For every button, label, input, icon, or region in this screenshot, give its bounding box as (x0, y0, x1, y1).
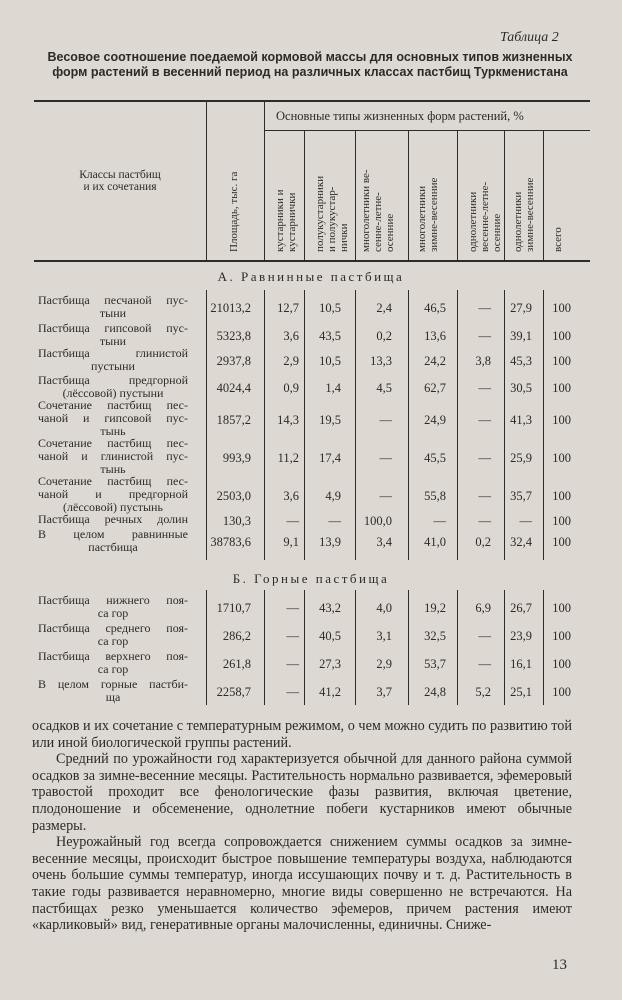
percent-value: — (478, 301, 491, 315)
percent-value: 3,1 (376, 629, 392, 643)
row-name (38, 399, 188, 438)
row-name-line: чаной и предгорной (38, 487, 188, 501)
total-value: 100 (552, 354, 571, 368)
types-column-header: Основные типы жизненных форм растений, % (276, 109, 524, 123)
row-name-line: са гор (97, 634, 129, 648)
percent-value: 10,5 (319, 354, 341, 368)
paragraph: Неурожайный год всегда сопровождается снижением суммы осадков за зимне-весенние месяцы, происходит быстрое повышение температуры воздуха, наблюдаются очень большие суммы температур, иногда иссушающих почву и т. д. Растительность в такие годы развивается неравномерно, многие виды совершенно не встречаются. На пастбищах резко уменьшается количество эфемеров, причем растения имеют «карликовый» вид, генеративные органы малочисленны, единичны. Сниже- (32, 834, 572, 934)
life-form-column-header-text: многолетники ве- сенне-летне- осенние (360, 169, 396, 252)
column-divider (457, 130, 458, 260)
area-value: 1710,7 (216, 601, 251, 615)
row-name-line: Пастбища глинистой (38, 346, 188, 360)
body-text (32, 718, 572, 934)
column-divider (408, 590, 409, 705)
percent-value: 16,1 (510, 657, 532, 671)
column-divider (206, 290, 207, 560)
percent-value: 35,7 (510, 488, 532, 503)
percent-value: — (379, 488, 392, 503)
area-value: 993,9 (222, 450, 251, 465)
percent-value: — (478, 657, 491, 671)
row-name (38, 322, 188, 348)
area-column-header-text: Площадь, тыс. га (228, 171, 240, 252)
percent-value: 23,9 (510, 629, 532, 643)
percent-value: — (286, 513, 299, 528)
column-divider (355, 590, 356, 705)
row-name (38, 678, 188, 704)
percent-value: — (478, 329, 491, 343)
area-value: 21013,2 (210, 301, 251, 315)
total-value: 100 (552, 685, 571, 699)
row-name (38, 622, 188, 648)
section-title: Б. Горные пастбища (232, 571, 390, 586)
percent-value: 0,2 (475, 535, 491, 549)
life-form-column-header-text: многолетники зимне-весенние (416, 177, 440, 252)
percent-value: 41,2 (319, 685, 341, 699)
percent-value: 53,7 (424, 657, 446, 671)
percent-value: 6,9 (475, 601, 491, 615)
row-name (38, 528, 188, 554)
percent-value: 3,6 (283, 329, 299, 343)
row-name-line: Пастбища гипсовой пус- (38, 321, 188, 335)
row-name-line: В целом горные пастби- (38, 677, 188, 691)
percent-value: 5,2 (475, 685, 491, 699)
percent-value: — (286, 629, 299, 643)
total-value: 100 (552, 629, 571, 643)
percent-value: 40,5 (319, 629, 341, 643)
column-divider (408, 130, 409, 260)
total-value: 100 (552, 301, 571, 315)
percent-value: 43,2 (319, 601, 341, 615)
percent-value: 4,0 (376, 601, 392, 615)
header-bottom-rule (34, 260, 590, 262)
row-name-line: тыни (99, 334, 127, 348)
column-divider (304, 130, 305, 260)
row-name (38, 513, 188, 526)
class-header-line: и их сочетания (83, 181, 157, 193)
column-divider (408, 290, 409, 560)
area-value: 1857,2 (216, 412, 251, 427)
area-value: 38783,6 (210, 535, 251, 549)
percent-value: 32,4 (510, 535, 532, 549)
percent-value: 24,2 (424, 354, 446, 368)
life-form-column-header-text: полукустарники и полукустар- нички (314, 175, 350, 252)
percent-value: 3,7 (376, 685, 392, 699)
row-name (38, 347, 188, 373)
row-name-line: (лёссовой) пустыни (62, 386, 164, 400)
percent-value: — (433, 513, 446, 528)
column-divider (504, 290, 505, 560)
section-title: А. Равнинные пастбища (217, 269, 405, 284)
column-divider (543, 590, 544, 705)
percent-value: 55,8 (424, 488, 446, 503)
percent-value: 0,2 (376, 329, 392, 343)
life-form-column-header-text: однолетники зимне-весенние (512, 177, 536, 252)
percent-value: — (286, 601, 299, 615)
percent-value: 3,6 (283, 488, 299, 503)
percent-value: 13,9 (319, 535, 341, 549)
column-divider (304, 590, 305, 705)
paragraph: осадков и их сочетание с температурным режимом, о чем можно судить по развитию той или иной биологической группы растений. (32, 718, 572, 751)
percent-value: — (478, 412, 491, 427)
row-name-line: Сочетание пастбищ пес- (38, 398, 188, 412)
column-divider (543, 290, 544, 560)
percent-value: 41,0 (424, 535, 446, 549)
percent-value: 12,7 (277, 301, 299, 315)
percent-value: — (478, 629, 491, 643)
row-name-line: Пастбища среднего поя- (38, 621, 188, 635)
types-header-rule (264, 130, 590, 131)
area-value: 2258,7 (216, 685, 251, 699)
percent-value: 2,4 (376, 301, 392, 315)
total-value: 100 (552, 381, 571, 395)
percent-value: — (519, 513, 532, 528)
percent-value: — (379, 450, 392, 465)
row-name (38, 294, 188, 320)
percent-value: 30,5 (510, 381, 532, 395)
class-column-header (40, 169, 200, 193)
percent-value: 4,9 (325, 488, 341, 503)
area-value: 2937,8 (216, 354, 251, 368)
percent-value: 27,9 (510, 301, 532, 315)
row-name (38, 437, 188, 476)
row-name-line: тынь (100, 424, 126, 438)
row-name-line: Пастбища нижнего поя- (38, 593, 188, 607)
area-value: 286,2 (222, 629, 251, 643)
percent-value: 26,7 (510, 601, 532, 615)
percent-value: 2,9 (376, 657, 392, 671)
row-name-line: Пастбища предгорной (38, 373, 188, 387)
percent-value: — (478, 381, 491, 395)
column-divider (206, 590, 207, 705)
percent-value: — (478, 488, 491, 503)
total-value: 100 (552, 450, 571, 465)
column-divider (355, 290, 356, 560)
row-name (38, 374, 188, 400)
row-name (38, 650, 188, 676)
page-number: 13 (552, 957, 567, 973)
percent-value: 24,8 (424, 685, 446, 699)
row-name (38, 594, 188, 620)
column-divider (355, 130, 356, 260)
column-divider (304, 290, 305, 560)
percent-value: 1,4 (325, 381, 341, 395)
row-name-line: тыни (99, 306, 127, 320)
percent-value: 0,9 (283, 381, 299, 395)
row-name-line: тынь (100, 462, 126, 476)
percent-value: 11,2 (277, 450, 299, 465)
header-top-rule (34, 100, 590, 102)
total-value: 100 (552, 412, 571, 427)
row-name-line: Пастбища песчаной пус- (38, 293, 188, 307)
row-name-line: чаной и гипсовой пус- (38, 411, 188, 425)
row-name-line: Сочетание пастбищ пес- (38, 474, 188, 488)
life-form-column-header-text: кустарники и кустарнички (274, 189, 298, 252)
area-column-divider (206, 100, 207, 260)
percent-value: 14,3 (277, 412, 299, 427)
percent-value: — (478, 450, 491, 465)
table-title: Весовое соотношение поедаемой кормовой массы для основных типов жизненных форм растений в весенний период на различных классах пастбищ Туркменистана (47, 50, 573, 79)
percent-value: 41,3 (510, 412, 532, 427)
row-name-line: са гор (97, 662, 129, 676)
percent-value: 3,8 (475, 354, 491, 368)
row-name (38, 475, 188, 514)
row-name-line: В целом равнинные (38, 527, 188, 541)
total-value: 100 (552, 535, 571, 549)
percent-value: 25,9 (510, 450, 532, 465)
percent-value: 19,5 (319, 412, 341, 427)
life-form-column-header-text: однолетники весенне-летне- осенние (467, 181, 503, 252)
row-name-line: пастбища (88, 540, 138, 554)
column-divider (457, 290, 458, 560)
percent-value: — (478, 513, 491, 528)
area-value: 261,8 (222, 657, 251, 671)
percent-value: 27,3 (319, 657, 341, 671)
percent-value: 32,5 (424, 629, 446, 643)
percent-value: 100,0 (363, 513, 392, 528)
row-name-line: Пастбища речных долин (38, 512, 188, 526)
column-divider (504, 590, 505, 705)
percent-value: 3,4 (376, 535, 392, 549)
paragraph: Средний по урожайности год характеризуется обычной для данного района суммой осадков за зимне-весенние месяцы. Растительность нормально развивается, эфемеровый травостой проходит все фенологические фазы развития, включая цветение, плодоношение и обсеменение, однолетние побеги кустарников имеют обычные размеры. (32, 751, 572, 834)
row-name-line: пустыни (91, 359, 135, 373)
percent-value: — (379, 412, 392, 427)
percent-value: 45,5 (424, 450, 446, 465)
total-value: 100 (552, 601, 571, 615)
percent-value: 17,4 (319, 450, 341, 465)
percent-value: 19,2 (424, 601, 446, 615)
row-name-line: (лёссовой) пустынь (63, 500, 163, 514)
total-value: 100 (552, 329, 571, 343)
row-name-line: Сочетание пастбищ пес- (38, 436, 188, 450)
percent-value: 39,1 (510, 329, 532, 343)
column-divider (264, 290, 265, 560)
percent-value: 62,7 (424, 381, 446, 395)
percent-value: 45,3 (510, 354, 532, 368)
percent-value: 10,5 (319, 301, 341, 315)
percent-value: 46,5 (424, 301, 446, 315)
total-value: 100 (552, 513, 571, 528)
class-header-line: Классы пастбищ (79, 169, 161, 181)
percent-value: — (328, 513, 341, 528)
total-value: 100 (552, 657, 571, 671)
percent-value: 9,1 (283, 535, 299, 549)
life-form-column-header-text: всего (552, 227, 564, 252)
percent-value: — (286, 657, 299, 671)
row-name-line: чаной и глинистой пус- (38, 449, 188, 463)
column-divider (543, 130, 544, 260)
total-value: 100 (552, 488, 571, 503)
area-value: 5323,8 (216, 329, 251, 343)
percent-value: 25,1 (510, 685, 532, 699)
row-name-line: ща (105, 690, 121, 704)
column-divider (457, 590, 458, 705)
percent-value: — (286, 685, 299, 699)
area-value: 130,3 (222, 513, 251, 528)
percent-value: 2,9 (283, 354, 299, 368)
types-group-divider (264, 100, 265, 260)
column-divider (264, 590, 265, 705)
area-value: 4024,4 (216, 381, 251, 395)
percent-value: 4,5 (376, 381, 392, 395)
column-divider (504, 130, 505, 260)
percent-value: 13,3 (370, 354, 392, 368)
percent-value: 24,9 (424, 412, 446, 427)
area-value: 2503,0 (216, 488, 251, 503)
row-name-line: са гор (97, 606, 129, 620)
row-name-line: Пастбища верхнего поя- (38, 649, 188, 663)
percent-value: 43,5 (319, 329, 341, 343)
table-label: Таблица 2 (500, 30, 559, 45)
percent-value: 13,6 (424, 329, 446, 343)
